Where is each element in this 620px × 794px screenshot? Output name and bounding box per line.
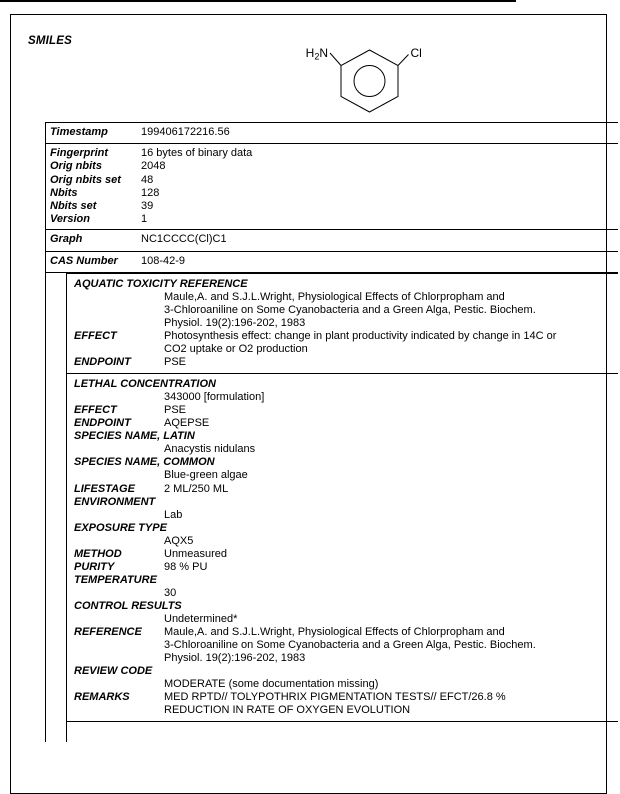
field-row [67,330,618,343]
field-value: 48 [141,173,154,186]
field-row [67,343,618,356]
field-label: TEMPERATURE [74,573,157,586]
field-row [46,255,618,268]
field-value: CO2 uptake or O2 production [164,343,308,356]
field-value: 343000 [formulation] [164,391,265,404]
field-label: Timestamp [50,126,108,138]
chlorine-bond [398,55,409,66]
field-row [67,626,618,639]
field-value [164,378,618,391]
field-value [164,430,618,443]
field-label: ENDPOINT [74,417,131,430]
field-label [74,443,164,456]
field-value: 128 [141,186,160,199]
field-label [74,317,164,330]
field-label [74,587,164,600]
field-row [67,456,618,469]
field-row [67,587,618,600]
field-label: EFFECT [74,404,117,417]
field-value: Physiol. 19(2):196-202, 1983 [164,652,306,665]
field-row [46,174,618,187]
field-label: Orig nbits set [50,173,121,186]
field-row [67,600,618,613]
field-label: PURITY [74,560,115,573]
field-row [67,613,618,626]
field-label: Graph [50,233,83,246]
field-value: 108-42-9 [141,254,186,267]
field-row [67,356,618,369]
field-label [74,391,164,404]
field-value: Unmeasured [164,547,227,560]
aquatic-toxicity-section [67,274,618,374]
field-row [67,291,618,304]
field-label [74,535,164,548]
amine-bond [330,53,341,66]
amine-group-label: $H_2N$ [305,46,328,62]
field-row [67,304,618,317]
field-value [164,665,618,678]
field-row [67,317,618,330]
field-value: 39 [141,200,154,213]
field-value: Physiol. 19(2):196-202, 1983 [164,316,306,329]
field-label: Nbits set [50,200,97,213]
field-value: Photosynthesis effect: change in plant productivity indicated by change in 14C or [164,330,557,343]
field-label: EXPOSURE TYPE [74,521,167,534]
toxicity-table [66,273,618,743]
field-row [67,469,618,482]
graph-group [46,230,618,251]
field-label [74,469,164,482]
field-value: Maule,A. and S.J.L.Wright, Physiological Effects of Chlorpropham and [164,290,505,303]
field-label [74,639,164,652]
field-value: 1 [141,213,148,226]
previous-record-border [0,0,516,2]
field-value [164,496,618,509]
field-value: Undetermined* [164,613,238,625]
field-label: METHOD [74,547,122,560]
field-row [67,417,618,430]
field-label: EFFECT [74,330,117,343]
field-value: Anacystis nidulans [164,443,256,456]
field-row [46,213,618,226]
field-row [67,509,618,522]
field-value: PSE [164,356,187,369]
field-value: Blue-green algae [164,469,248,482]
benzene-ring-hexagon [341,50,398,112]
field-value: Lab [164,508,183,521]
field-label [74,291,164,304]
field-label: Nbits [50,186,78,199]
field-value: MED RPTD// TOLYPOTHRIX PIGMENTATION TESTS// EFCT/26.8 % [164,691,506,704]
field-row [67,443,618,456]
field-row [67,665,618,678]
field-value: Maule,A. and S.J.L.Wright, Physiological Effects of Chlorpropham and [164,626,505,639]
field-value: 2 ML/250 ML [164,482,229,495]
molecule-structure-drawing [261,33,431,123]
field-label: REMARKS [74,691,130,704]
field-row [46,233,618,246]
field-value: MODERATE (some documentation missing) [164,678,379,691]
field-label: SPECIES NAME, COMMON [74,456,215,469]
field-row [67,678,618,691]
record-frame [10,14,607,794]
field-row [67,561,618,574]
aromatic-ring-circle [354,66,385,97]
field-label: SPECIES NAME, LATIN [74,430,195,443]
field-row [67,391,618,404]
smiles-section-label: SMILES [28,35,73,47]
field-row [46,160,618,173]
field-label: LIFESTAGE [74,482,135,495]
field-row [67,704,618,717]
lethal-concentration-section [67,374,618,722]
field-value: REDUCTION IN RATE OF OXYGEN EVOLUTION [164,704,411,717]
field-value [164,456,618,469]
next-section-cut-off [67,722,618,742]
field-value: 16 bytes of binary data [141,147,253,160]
timestamp-group [46,123,618,144]
field-row [67,691,618,704]
field-row [46,200,618,213]
field-row [67,404,618,417]
field-row [67,639,618,652]
field-value: 2048 [141,160,166,173]
field-label [74,509,164,522]
chlorine-atom-label: Cl [410,46,422,60]
field-label: REFERENCE [74,626,142,639]
field-row [67,548,618,561]
field-row [67,496,618,509]
field-row [67,522,618,535]
field-row [67,574,618,587]
field-row [67,278,618,291]
field-label: Orig nbits [50,160,102,173]
field-label [74,652,164,665]
field-label: ENVIRONMENT [74,495,156,508]
field-label: Version [50,213,90,226]
field-value [164,522,618,535]
field-row [67,652,618,665]
field-row [46,187,618,200]
field-row [46,147,618,160]
field-value: AQEPSE [164,417,210,430]
fingerprint-group [46,144,618,230]
field-row [67,430,618,443]
field-label [74,704,164,717]
field-label [74,678,164,691]
field-label: REVIEW CODE [74,665,153,678]
field-label: CAS Number [50,254,118,267]
field-row [67,483,618,496]
field-label [74,343,164,356]
toxicity-data-area [46,273,618,743]
field-value: 30 [164,586,177,599]
field-value [164,278,618,291]
field-value [164,574,618,587]
field-value: PSE [164,404,187,417]
field-value: AQX5 [164,534,194,547]
field-label [74,304,164,317]
record-fields-table [45,122,618,742]
field-label: LETHAL CONCENTRATION [74,378,216,391]
field-label: Fingerprint [50,147,109,160]
field-label [74,613,164,626]
field-value: 98 % PU [164,560,208,573]
field-value: NC1CCCC(Cl)C1 [141,233,227,246]
field-value: 199406172216.56 [141,126,230,138]
field-label: ENDPOINT [74,356,131,369]
field-row [46,126,618,139]
cas-number-group [46,252,618,273]
field-value: 3-Chloroaniline on Some Cyanobacteria and a Green Alga, Pestic. Biochem. [164,303,536,316]
field-value [164,600,618,613]
field-row [67,535,618,548]
field-label: CONTROL RESULTS [74,599,182,612]
field-value: 3-Chloroaniline on Some Cyanobacteria and a Green Alga, Pestic. Biochem. [164,639,536,652]
field-row [67,378,618,391]
field-label: AQUATIC TOXICITY REFERENCE [74,277,248,290]
